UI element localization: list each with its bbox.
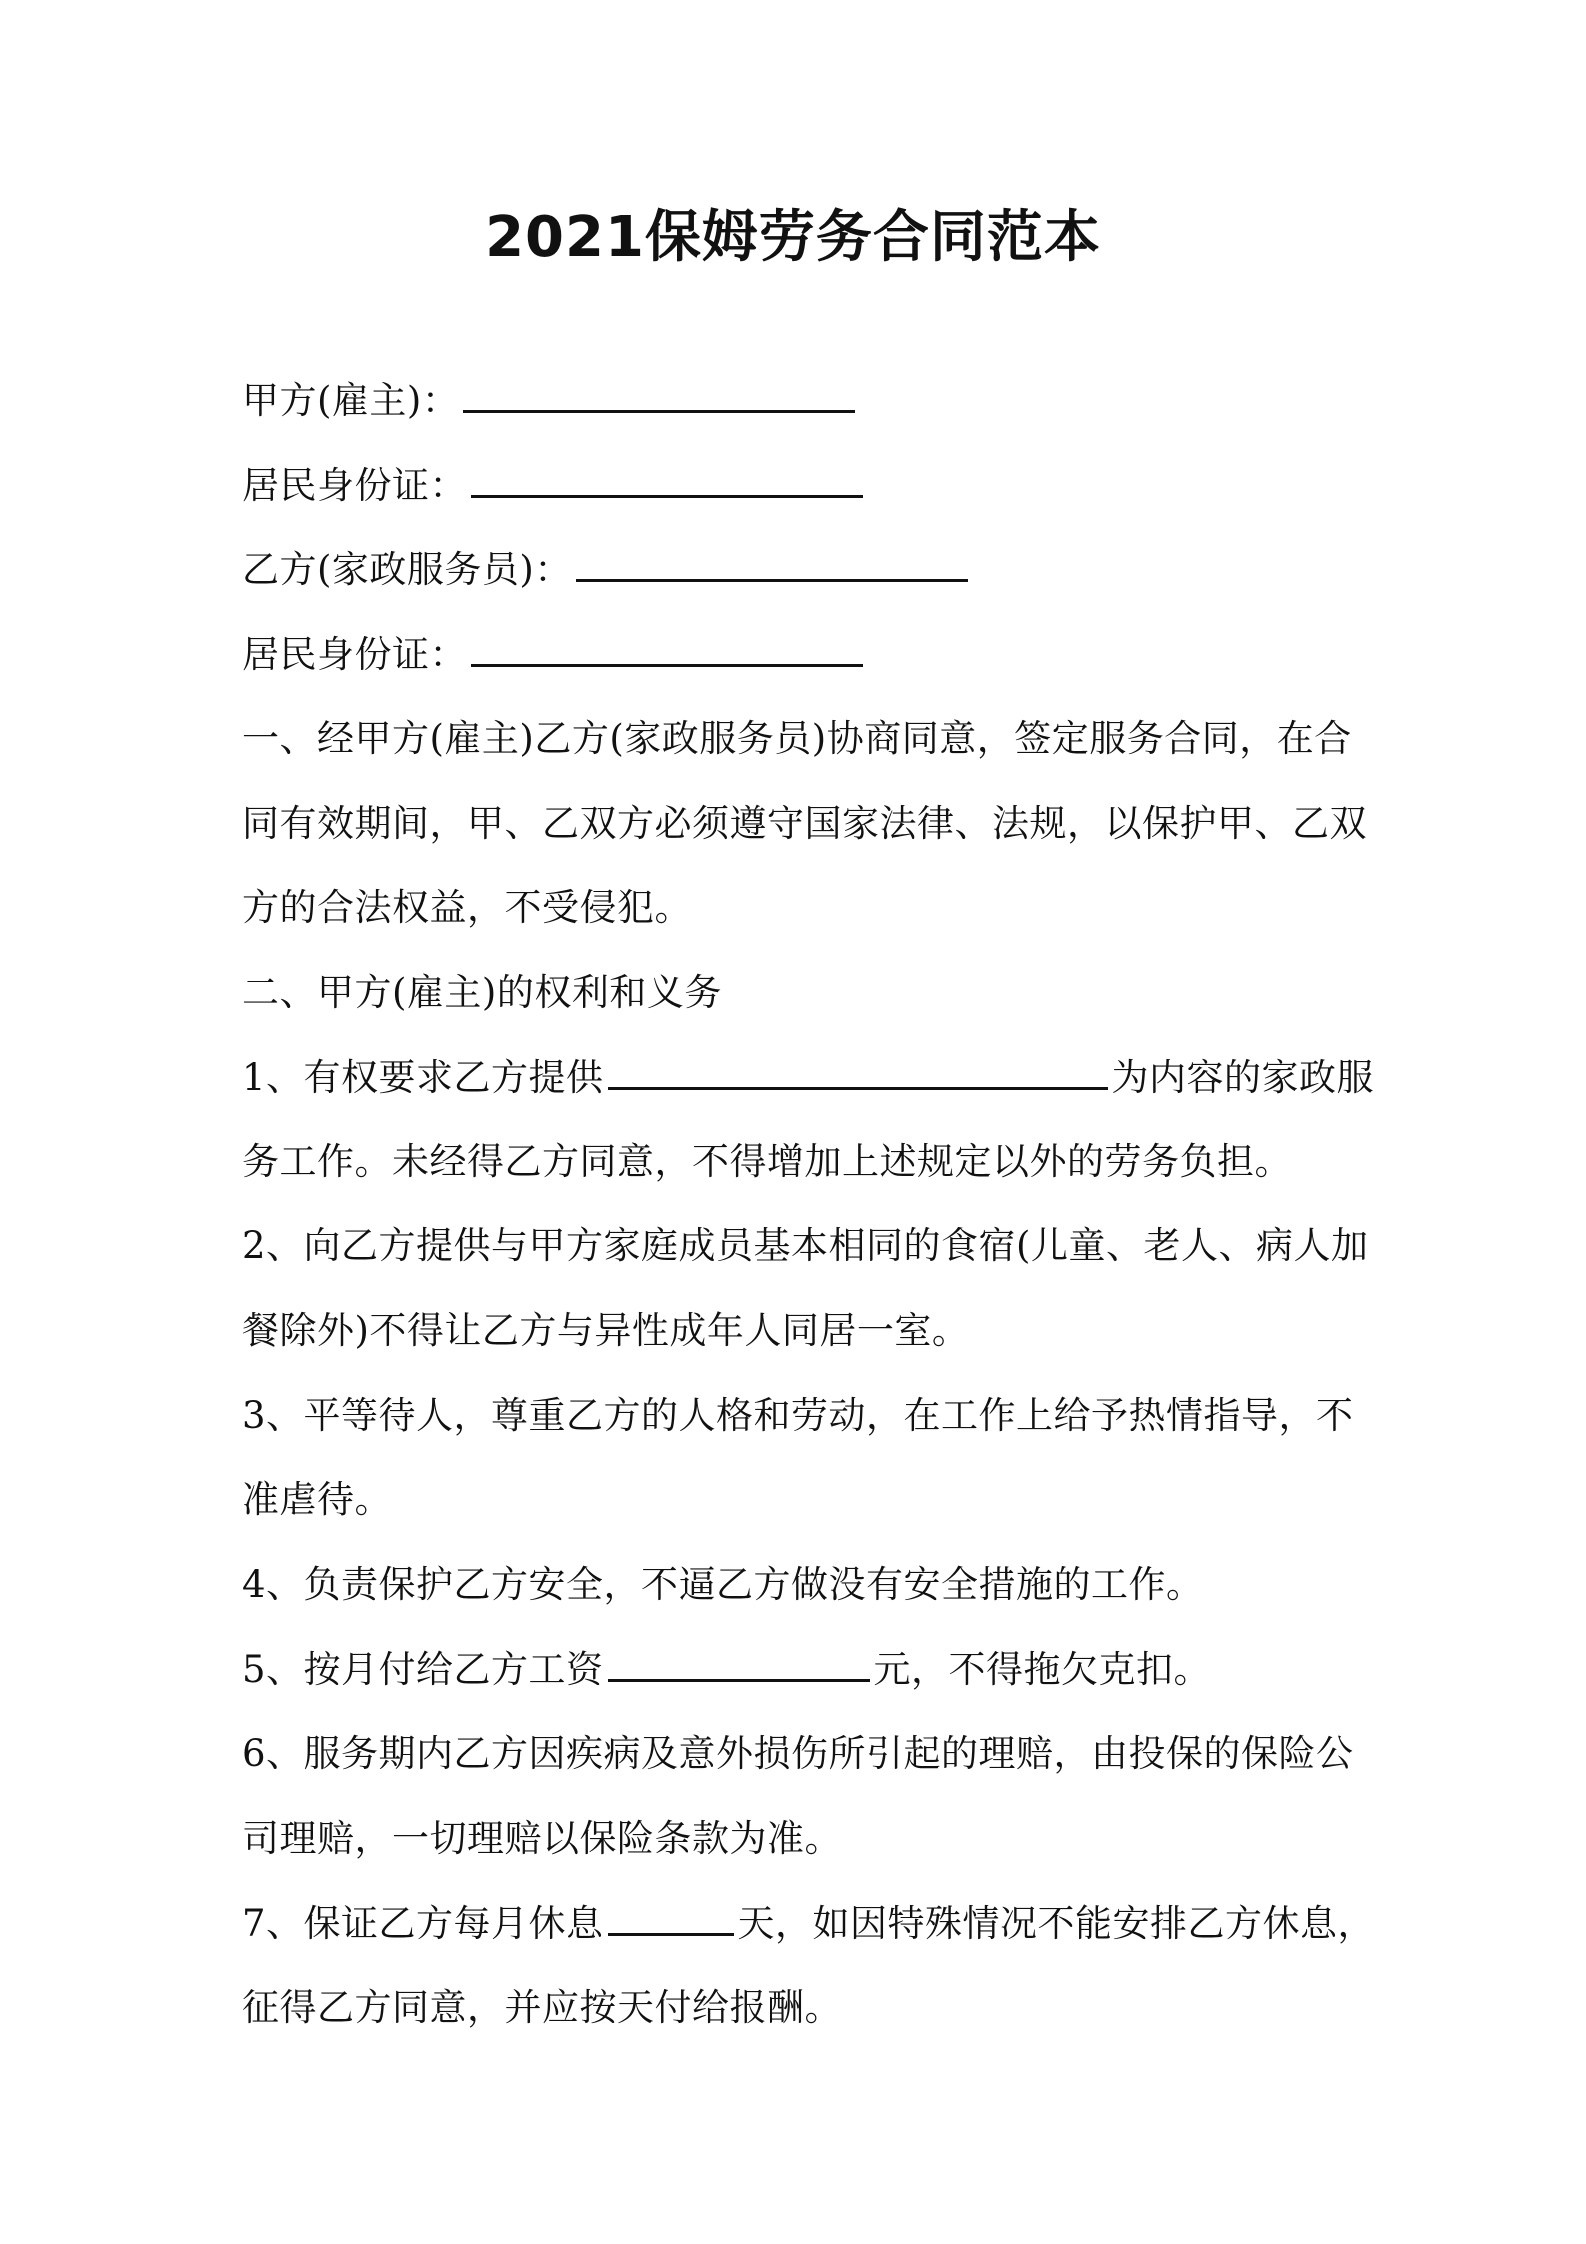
item5-prefix: 5、按月付给乙方工资 (242, 1648, 604, 1691)
section1-line-1: 一、经甲方(雇主)乙方(家政服务员)协商同意，签定服务合同，在合 (242, 717, 1352, 760)
item7-prefix: 7、保证乙方每月休息 (242, 1902, 604, 1945)
section2-heading: 二、甲方(雇主)的权利和义务 (242, 971, 722, 1014)
section1-line-2: 同有效期间，甲、乙双方必须遵守国家法律、法规，以保护甲、乙双 (242, 802, 1367, 845)
item2-line-2: 餐除外)不得让乙方与异性成年人同居一室。 (242, 1309, 970, 1352)
id-card-blank-2[interactable] (471, 626, 863, 667)
party-a-blank[interactable] (463, 372, 855, 413)
item3-line-2: 准虐待。 (242, 1478, 392, 1521)
party-b-row (242, 541, 1362, 598)
item5-line-1 (242, 1641, 1362, 1698)
document-title: 2021保姆劳务合同范本 (485, 205, 1101, 270)
item1-prefix: 1、有权要求乙方提供 (242, 1056, 604, 1099)
item1-line-1 (242, 1049, 1375, 1106)
rest-days-blank[interactable] (608, 1895, 734, 1936)
item1-line-2: 务工作。未经得乙方同意，不得增加上述规定以外的劳务负担。 (242, 1140, 1292, 1183)
item7-line-1 (242, 1895, 1376, 1952)
party-a-row (242, 372, 1362, 429)
item3-line-1: 3、平等待人，尊重乙方的人格和劳动，在工作上给予热情指导，不 (242, 1394, 1354, 1437)
id-card-row-2 (242, 626, 1362, 683)
id-card-blank-1[interactable] (471, 457, 863, 498)
party-b-blank[interactable] (576, 541, 968, 582)
item4-line-1: 4、负责保护乙方安全，不逼乙方做没有安全措施的工作。 (242, 1563, 1204, 1606)
salary-blank[interactable] (608, 1641, 870, 1682)
id-card-label-2: 居民身份证： (242, 633, 467, 676)
item7-line-2: 征得乙方同意，并应按天付给报酬。 (242, 1986, 842, 2029)
item7-suffix: 天，如因特殊情况不能安排乙方休息， (737, 1902, 1376, 1945)
party-b-label: 乙方(家政服务员)： (242, 548, 572, 591)
party-a-label: 甲方(雇主)： (242, 379, 460, 422)
item1-suffix: 为内容的家政服 (1111, 1056, 1375, 1099)
id-card-row-1 (242, 457, 1362, 514)
item2-line-1: 2、向乙方提供与甲方家庭成员基本相同的食宿(儿童、老人、病人加 (242, 1224, 1369, 1267)
item6-line-1: 6、服务期内乙方因疾病及意外损伤所引起的理赔，由投保的保险公 (242, 1732, 1354, 1775)
section1-line-3: 方的合法权益，不受侵犯。 (242, 886, 692, 929)
service-content-blank[interactable] (608, 1049, 1108, 1090)
item6-line-2: 司理赔，一切理赔以保险条款为准。 (242, 1817, 842, 1860)
id-card-label-1: 居民身份证： (242, 464, 467, 507)
item5-suffix: 元，不得拖欠克扣。 (873, 1648, 1212, 1691)
